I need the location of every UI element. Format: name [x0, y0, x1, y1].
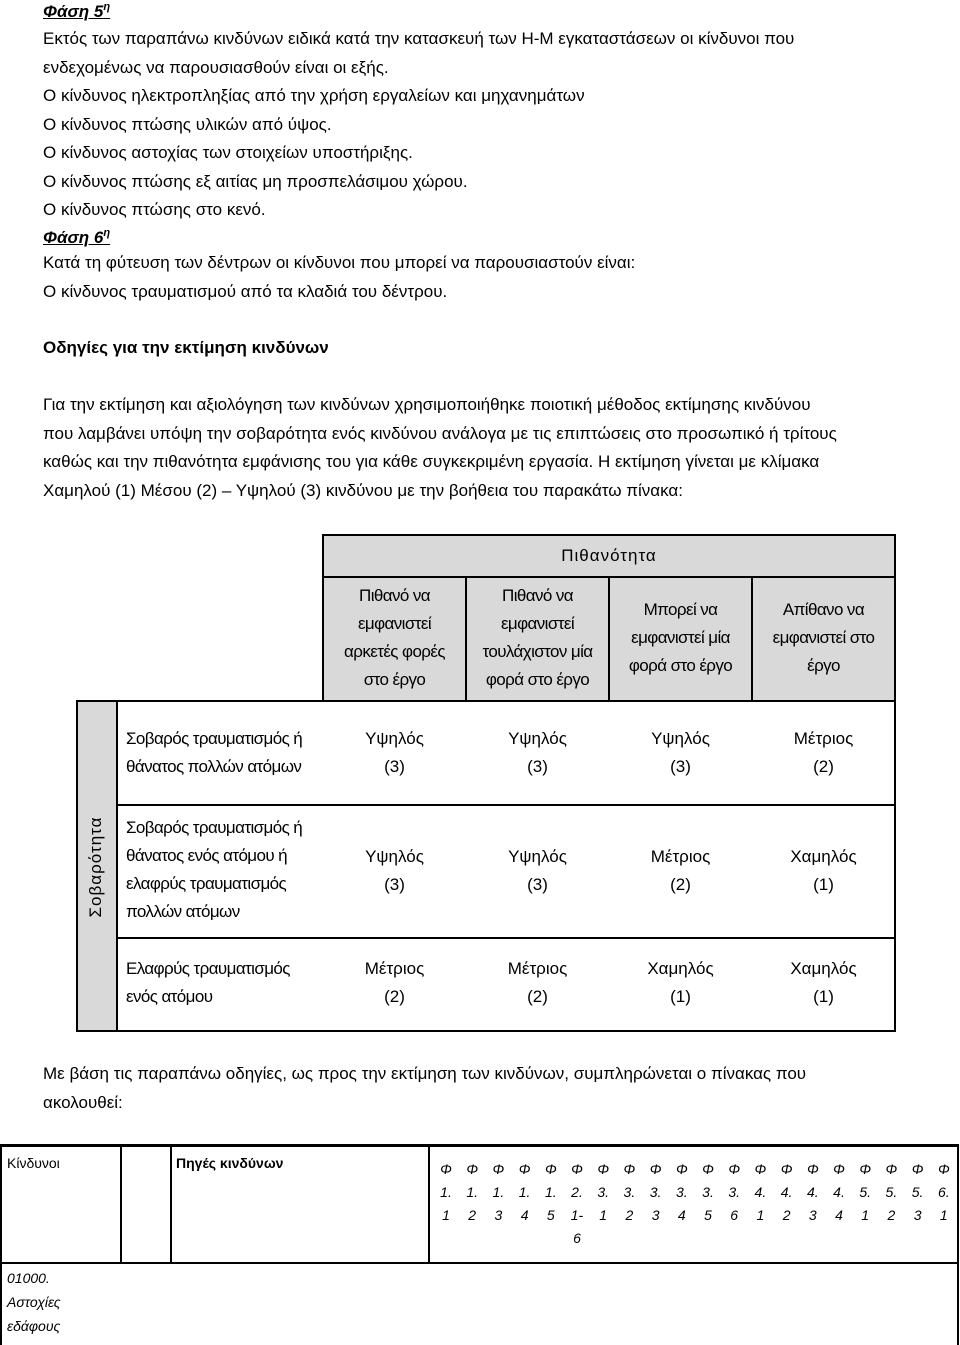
closing-line: Με βάση τις παραπάνω οδηγίες, ως προς την εκτίμηση των κινδύνων, συμπληρώνεται ο πίνακας που [43, 1064, 807, 1083]
risk-cell: Υψηλός (3) [508, 847, 567, 894]
column-header-text: Πιθανό να εμφανιστεί τουλάχιστον μία φορά στο έργο [482, 586, 593, 689]
phase6-line: Ο κίνδυνος τραυματισμού από τα κλαδιά του δέντρου. [43, 282, 448, 301]
phase-column-header: Φ 1. 2 [466, 1161, 479, 1223]
phase-column-header: Φ 3. 5 [702, 1161, 714, 1223]
phase5-line: Ο κίνδυνος ηλεκτροπληξίας από την χρήση εργαλείων και μηχανημάτων [43, 86, 585, 105]
phase-column-header: Φ 6. 1 [937, 1161, 950, 1223]
phase5-line: Ο κίνδυνος πτώσης στο κενό. [43, 200, 266, 219]
risk-cell: Υψηλός (3) [651, 729, 710, 776]
phase6-heading: Φάση $6^\eta$ [43, 227, 111, 247]
phase-column-header: Φ 2. 1- 6 [570, 1161, 584, 1246]
risk-cell: Μέτριος (2) [650, 847, 711, 894]
phase-column-header: Φ 1. 3 [492, 1161, 505, 1223]
col-sources-header: Πηγές κινδύνων [176, 1155, 284, 1171]
severity-row-label: Σοβαρός τραυματισμός ή θάνατος ενός ατόμου ή ελαφρύς τραυματισμός πολλών ατόμων [126, 818, 303, 921]
risk-cell: Χαμηλός (1) [790, 847, 857, 894]
closing-line: ακολουθεί: [43, 1093, 123, 1112]
phase-column-header: Φ 3. 3 [649, 1161, 662, 1223]
phase-column-header: Φ 4. 4 [833, 1161, 845, 1223]
risk-cell: Χαμηλός (1) [790, 959, 857, 1006]
phase-column-header: Φ 4. 3 [806, 1161, 819, 1223]
risk-cell: Μέτριος (2) [364, 959, 425, 1006]
phase-column-header: Φ 4. 1 [754, 1161, 767, 1223]
column-header-text: Μπορεί να εμφανιστεί μία φορά στο έργο [628, 600, 733, 675]
probability-title: Πιθανότητα [561, 546, 657, 565]
phase5-line: ενδεχομένως να παρουσιασθούν είναι οι εξής. [43, 58, 389, 77]
phase5-line: Εκτός των παραπάνω κινδύνων ειδικά κατά την κατασκευή των Η-Μ εγκαταστάσεων οι κίνδυνοι που [43, 29, 795, 48]
risk-cell: Υψηλός (3) [365, 729, 424, 776]
phase-column-header: Φ 4. 2 [780, 1161, 793, 1223]
instructions-line: καθώς και την πιθανότητα εμφάνισης του για κάθε συγκεκριμένη εργασία. Η εκτίμηση γίνεται με κλίμακα [43, 452, 820, 471]
column-header [751, 576, 896, 702]
severity-header [76, 700, 118, 1032]
probability-header [322, 534, 896, 578]
column-header [465, 576, 610, 702]
instructions-title: Οδηγίες για την εκτίμηση κινδύνων [43, 338, 329, 357]
phase-column-header: Φ 3. 6 [728, 1161, 741, 1223]
severity-title: Σοβαρότητα [86, 816, 105, 918]
phase6-line: Κατά τη φύτευση των δέντρων οι κίνδυνοι που μπορεί να παρουσιαστούν είναι: [43, 253, 636, 272]
phase-column-header: Φ 1. 4 [518, 1161, 531, 1223]
risk-cell: Χαμηλός (1) [647, 959, 714, 1006]
risk-cell: Υψηλός (3) [508, 729, 567, 776]
col-hazards-header: Κίνδυνοι [7, 1155, 60, 1171]
column-header-text: Πιθανό να εμφανιστεί αρκετές φορές στο έργο [344, 586, 445, 689]
phase-column-header: Φ 1. 5 [544, 1161, 557, 1223]
phase-column-header: Φ 5. 3 [911, 1161, 924, 1223]
risk-cell: Μέτριος (2) [507, 959, 568, 1006]
column-header-text: Απίθανο να εμφανιστεί στο έργο [772, 600, 875, 675]
phase5-line: Ο κίνδυνος πτώσης υλικών από ύψος. [43, 115, 332, 134]
phase5-heading: Φάση $5^\eta$ [43, 1, 111, 21]
instructions-line: Χαμηλού (1) Μέσου (2) – Υψηλού (3) κινδύνου με την βοήθεια του παρακάτω πίνακα: [43, 481, 683, 500]
hazard-row-label: 01000. Αστοχίες εδάφους [7, 1270, 61, 1334]
column-header [608, 576, 753, 702]
instructions-line: που λαμβάνει υπόψη την σοβαρότητα ενός κινδύνου ανάλογα με τις επιπτώσεις στο προσωπικό ή τρίτους [43, 424, 837, 443]
phase5-line: Ο κίνδυνος πτώσης εξ αιτίας μη προσπελάσιμου χώρου. [43, 172, 468, 191]
phase-column-header: Φ 3. 4 [675, 1161, 688, 1223]
phase5-line: Ο κίνδυνος αστοχίας των στοιχείων υποστήριξης. [43, 143, 413, 162]
risk-cell: Υψηλός (3) [365, 847, 424, 894]
phase-column-header: Φ 3. 2 [623, 1161, 636, 1223]
severity-row-label: Σοβαρός τραυματισμός ή θάνατος πολλών ατόμων [126, 729, 303, 776]
severity-row-label: Ελαφρύς τραυματισμός ενός ατόμου [126, 959, 290, 1006]
phase-column-header: Φ 1. 1 [440, 1161, 452, 1223]
phase-column-header: Φ 3. 1 [597, 1161, 610, 1223]
column-header [322, 576, 467, 702]
phase-column-header: Φ 5. 1 [859, 1161, 872, 1223]
phase-column-header: Φ 5. 2 [885, 1161, 898, 1223]
instructions-line: Για την εκτίμηση και αξιολόγηση των κινδύνων χρησιμοποιήθηκε ποιοτική μέθοδος εκτίμησης κινδύνου [43, 395, 811, 414]
risk-cell: Μέτριος (2) [793, 729, 854, 776]
